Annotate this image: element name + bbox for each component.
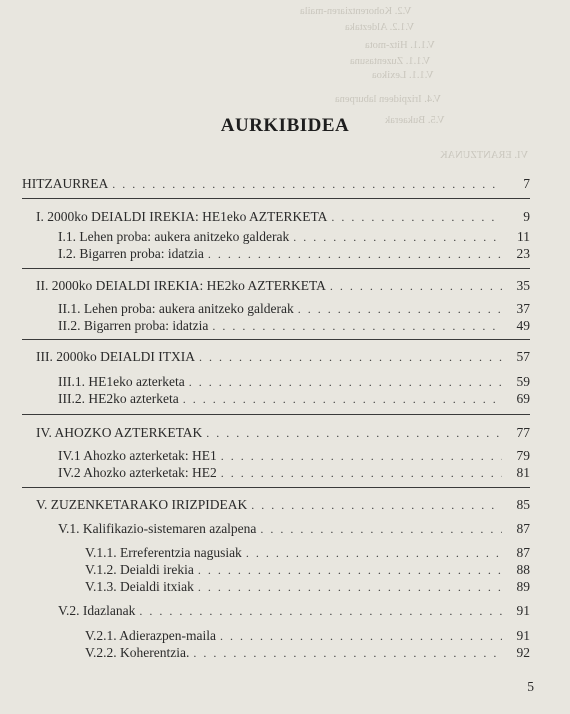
toc-entry-label: V.1.3. Deialdi itxiak (85, 579, 194, 594)
toc-entry-section-4-2[interactable] (58, 465, 530, 481)
toc-entry-section-5-2-1[interactable] (85, 628, 530, 644)
toc-entry-label: II. 2000ko DEIALDI IREKIA: HE2ko AZTERKETA (36, 278, 326, 293)
toc-entry-page: 35 (516, 278, 530, 293)
section-divider (22, 198, 530, 199)
toc-entry-section-2-1[interactable] (58, 301, 530, 317)
dot-leader (183, 391, 502, 407)
toc-entry-label: I. 2000ko DEIALDI IREKIA: HE1eko AZTERKETA (36, 209, 328, 224)
toc-entry-section-5-1-1[interactable] (85, 545, 530, 561)
dot-leader (206, 425, 502, 441)
toc-entry-page: 69 (516, 391, 530, 406)
toc-entry-label: IV.1 Ahozko azterketak: HE1 (58, 448, 217, 463)
toc-entry-page: 37 (516, 301, 530, 316)
toc-entry-label: V.1.1. Erreferentzia nagusiak (85, 545, 242, 560)
toc-entry-label: V.2.1. Adierazpen-maila (85, 628, 216, 643)
dot-leader (112, 176, 502, 192)
bleed-through-line: VI. ERANTZUNAK (440, 150, 529, 161)
toc-entry-label: III. 2000ko DEIALDI ITXIA (36, 349, 195, 364)
toc-entry-page: 77 (516, 425, 530, 440)
dot-leader (208, 246, 502, 262)
toc-entry-label: HITZAURREA (22, 176, 109, 191)
toc-entry-label: V.1. Kalifikazio-sistemaren azalpena (58, 521, 257, 536)
toc-entry-page: 88 (516, 562, 530, 577)
toc-entry-label: III.1. HE1eko azterketa (58, 374, 185, 389)
dot-leader (199, 349, 502, 365)
toc-entry-page: 7 (523, 176, 530, 191)
toc-entry-section-5-1[interactable] (58, 521, 530, 537)
dot-leader (189, 374, 502, 390)
toc-entry-section-5-2-2[interactable] (85, 645, 530, 661)
bleed-through-line: V.5. Bukaerak (385, 115, 445, 126)
bleed-through-line: V.4. Irizpideen laburpena (335, 94, 441, 105)
page-title: AURKIBIDEA (220, 115, 350, 136)
dot-leader (331, 209, 502, 225)
toc-entry-section-3-1[interactable] (58, 374, 530, 390)
section-divider (22, 487, 530, 488)
bleed-through-line: V.2. Kohorentziaren-maila (300, 6, 412, 17)
toc-entry-section-5-1-2[interactable] (85, 562, 530, 578)
dot-leader (198, 579, 502, 595)
toc-entry-section-5-2[interactable] (58, 603, 530, 619)
toc-entry-page: 87 (516, 521, 530, 536)
dot-leader (330, 278, 502, 294)
section-divider (22, 339, 530, 340)
toc-entry-section-2[interactable] (36, 278, 530, 294)
bleed-through-line: V.1.2. Aldeztaka (345, 22, 415, 33)
toc-entry-page: 79 (516, 448, 530, 463)
toc-entry-page: 91 (516, 628, 530, 643)
toc-entry-label: V.1.2. Deialdi irekia (85, 562, 194, 577)
toc-entry-label: IV. AHOZKO AZTERKETAK (36, 425, 203, 440)
dot-leader (293, 229, 502, 245)
dot-leader (246, 545, 502, 561)
toc-entry-label: IV.2 Ahozko azterketak: HE2 (58, 465, 217, 480)
toc-entry-page: 87 (516, 545, 530, 560)
dot-leader (212, 318, 502, 334)
dot-leader (198, 562, 502, 578)
dot-leader (193, 645, 502, 661)
toc-entry-page: 91 (516, 603, 530, 618)
toc-entry-section-4-1[interactable] (58, 448, 530, 464)
toc-entry-page: 81 (516, 465, 530, 480)
bleed-through-line: V.1.1. Hitz-mota (365, 40, 435, 51)
dot-leader (220, 628, 502, 644)
dot-leader (260, 521, 502, 537)
toc-entry-section-1[interactable] (36, 209, 530, 225)
toc-entry-page: 9 (523, 209, 530, 224)
toc-entry-section-3[interactable] (36, 349, 530, 365)
toc-entry-label: V.2.2. Koherentzia. (85, 645, 190, 660)
toc-entry-label: V. ZUZENKETARAKO IRIZPIDEAK (36, 497, 248, 512)
toc-entry-page: 59 (516, 374, 530, 389)
toc-entry-page: 92 (516, 645, 530, 660)
toc-entry-label: III.2. HE2ko azterketa (58, 391, 179, 406)
page-number: 5 (527, 679, 534, 694)
dot-leader (221, 448, 502, 464)
toc-entry-label: V.2. Idazlanak (58, 603, 136, 618)
bleed-through-line: V.1.1. Zuzentasuna (350, 56, 431, 67)
dot-leader (221, 465, 502, 481)
toc-entry-hitzaurrea[interactable] (22, 176, 530, 192)
toc-entry-section-5-1-3[interactable] (85, 579, 530, 595)
toc-entry-label: I.2. Bigarren proba: idatzia (58, 246, 204, 261)
toc-entry-section-5[interactable] (36, 497, 530, 513)
section-divider (22, 268, 530, 269)
toc-entry-label: I.1. Lehen proba: aukera anitzeko galderak (58, 229, 290, 244)
toc-entry-label: II.1. Lehen proba: aukera anitzeko galderak (58, 301, 294, 316)
toc-entry-page: 85 (516, 497, 530, 512)
toc-entry-page: 11 (517, 229, 530, 244)
dot-leader (251, 497, 502, 513)
toc-entry-section-4[interactable] (36, 425, 530, 441)
toc-entry-section-3-2[interactable] (58, 391, 530, 407)
toc-entry-section-1-1[interactable] (58, 229, 530, 245)
toc-entry-page: 23 (516, 246, 530, 261)
toc-entry-section-1-2[interactable] (58, 246, 530, 262)
toc-entry-page: 89 (516, 579, 530, 594)
bleed-through-line: V.1.1. Lexikoa (372, 70, 434, 81)
toc-entry-label: II.2. Bigarren proba: idatzia (58, 318, 209, 333)
toc-entry-page: 49 (516, 318, 530, 333)
toc-entry-page: 57 (516, 349, 530, 364)
toc-entry-section-2-2[interactable] (58, 318, 530, 334)
dot-leader (298, 301, 502, 317)
dot-leader (139, 603, 502, 619)
section-divider (22, 414, 530, 415)
